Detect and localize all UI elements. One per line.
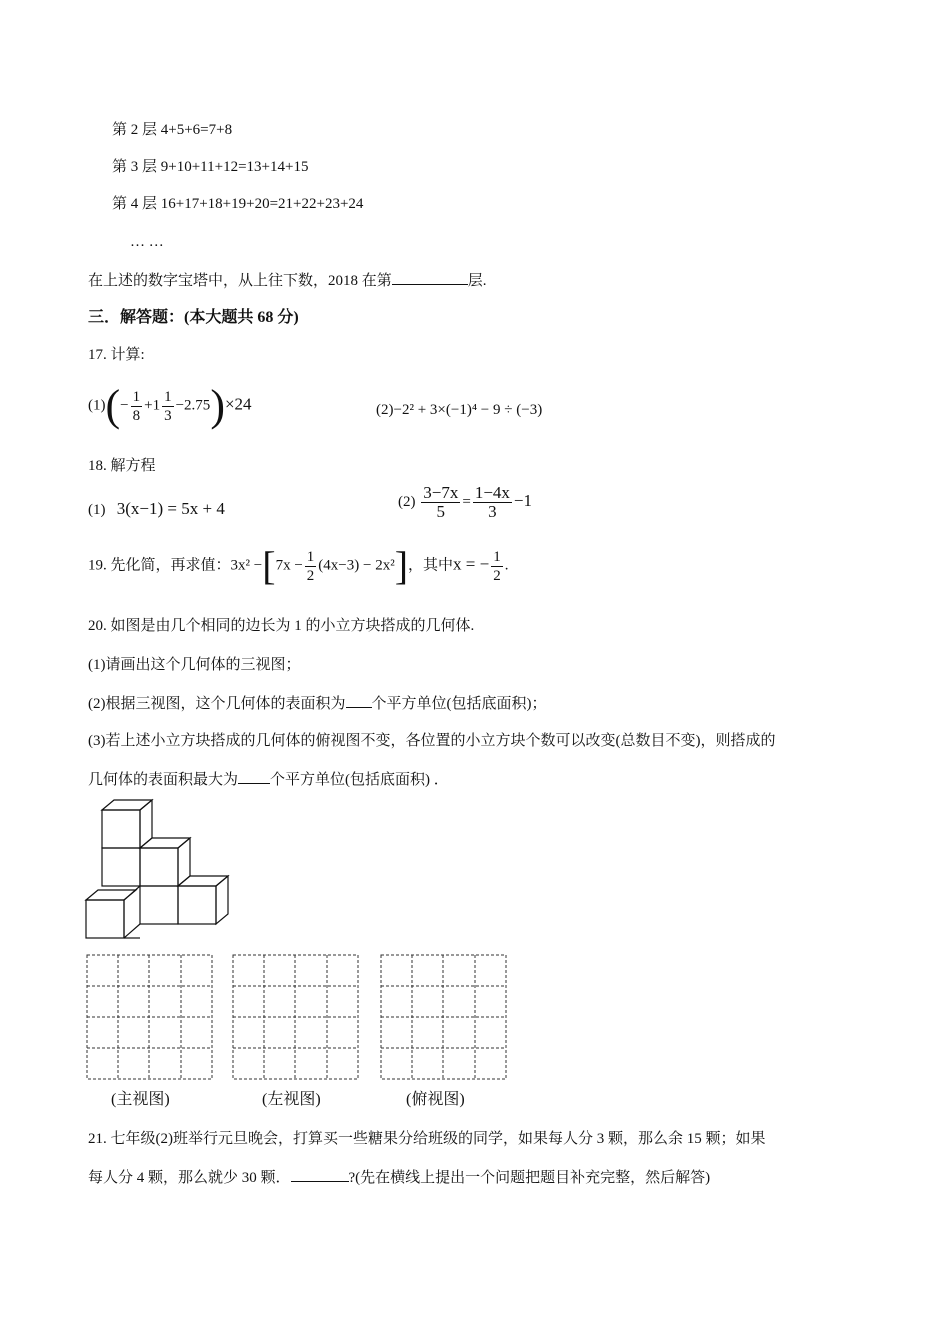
- q21-line2-a: 每人分 4 颗，那么就少 30 颗．: [88, 1170, 291, 1186]
- q19-mid: ，其中: [408, 557, 454, 574]
- q17-title: 17. 计算:: [88, 347, 145, 363]
- grid-front-view: [86, 954, 214, 1082]
- q18-part2-label: (2): [398, 493, 416, 510]
- q17-part1-label: (1): [88, 397, 106, 414]
- q19-expr-a: 3x² −: [230, 557, 263, 574]
- caption-front-view: (主视图): [111, 1091, 170, 1108]
- right-bracket: ]: [394, 543, 409, 588]
- equals-sign: =: [462, 493, 471, 510]
- answer-blank: [392, 270, 468, 285]
- q17-part1: [88, 381, 252, 434]
- multiplier: ×24: [224, 394, 252, 414]
- answer-blank: [238, 769, 270, 784]
- minus-sign: −: [120, 397, 129, 414]
- q20-line4: (3)若上述小立方块搭成的几何体的俯视图不变，各位置的小立方块个数可以改变(总数目不变)，则搭成的: [88, 733, 776, 749]
- q20-line2: (1)请画出这个几何体的三视图；: [88, 657, 301, 673]
- pyramid-question-end: 层.: [467, 273, 487, 289]
- right-paren: ): [210, 381, 225, 430]
- cube-figure: [84, 796, 240, 942]
- section-title: 三．解答题：(本大题共 68 分): [88, 309, 299, 326]
- q20-line3: [88, 693, 547, 714]
- grid-top-view: [380, 954, 508, 1082]
- fraction-neg-half: $\frac{1}{2}$: [493, 548, 501, 584]
- answer-blank: [346, 693, 372, 708]
- q18-title: 18. 解方程: [88, 458, 156, 474]
- q18-part1: [88, 499, 225, 520]
- q19-inner-b: (4x−3) − 2x²: [318, 557, 395, 574]
- pyramid-question-text: 在上述的数字宝塔中，从上往下数，2018 在第: [88, 273, 392, 289]
- q21-line2-b: ?(先在横线上提出一个问题把题目补充完整，然后解答): [348, 1170, 711, 1186]
- q20-line5-a: 几何体的表面积最大为: [88, 772, 239, 788]
- fraction-one-third: $\frac{1}{3}$: [164, 388, 172, 424]
- grid-left-view: [232, 954, 360, 1082]
- pyramid-row-4: 第 4 层 16+17+18+19+20=21+22+23+24: [112, 196, 364, 212]
- question-blank: [291, 1167, 349, 1182]
- pyramid-row-2: 第 2 层 4+5+6=7+8: [112, 122, 233, 138]
- pyramid-ellipsis: … …: [130, 234, 164, 250]
- q20-line1: 20. 如图是由几个相同的边长为 1 的小立方块搭成的几何体.: [88, 618, 475, 634]
- caption-left-view: (左视图): [262, 1091, 321, 1108]
- equation-1: 3(x−1) = 5x + 4: [116, 499, 225, 518]
- q18-part1-label: (1): [88, 502, 106, 518]
- pyramid-question: [88, 270, 487, 291]
- fraction-one-eighth: $\frac{1}{8}$: [132, 388, 141, 424]
- q18-part2: [398, 484, 532, 521]
- left-fraction: $\frac{3-7x}{5}$: [423, 483, 459, 521]
- left-paren: (: [105, 381, 121, 430]
- q17-part2: (2)−2² + 3×(−1)⁴ − 9 ÷ (−3): [376, 402, 543, 418]
- caption-top-view: (俯视图): [406, 1091, 465, 1108]
- q20-line3-a: (2)根据三视图，这个几何体的表面积为: [88, 696, 346, 712]
- q20-line3-b: 个平方单位(包括底面积)；: [371, 696, 547, 712]
- q19-inner-a: 7x −: [275, 557, 303, 574]
- q19: [88, 543, 509, 588]
- q19-x-eq: x = −: [453, 554, 490, 574]
- q20-line5-b: 个平方单位(包括底面积) ．: [270, 772, 449, 788]
- q21-line2: [88, 1167, 710, 1188]
- decimal-term: −2.75: [175, 397, 211, 414]
- pyramid-row-3: 第 3 层 9+10+11+12=13+14+15: [112, 159, 309, 175]
- fraction-half: $\frac{1}{2}$: [306, 548, 315, 584]
- left-bracket: [: [262, 543, 276, 588]
- right-fraction: $\frac{1-4x}{3}$: [474, 483, 510, 521]
- q19-lead: 19. 先化简，再求值：: [88, 557, 231, 574]
- q21-line1: 21. 七年级(2)班举行元旦晚会，打算买一些糖果分给班级的同学，如果每人分 3 颗，那么余 15 颗；如果: [88, 1131, 766, 1147]
- q20-line5: [88, 769, 449, 790]
- mixed-whole: +1: [144, 397, 161, 414]
- q19-end: .: [504, 557, 509, 574]
- minus-one: −1: [513, 490, 532, 510]
